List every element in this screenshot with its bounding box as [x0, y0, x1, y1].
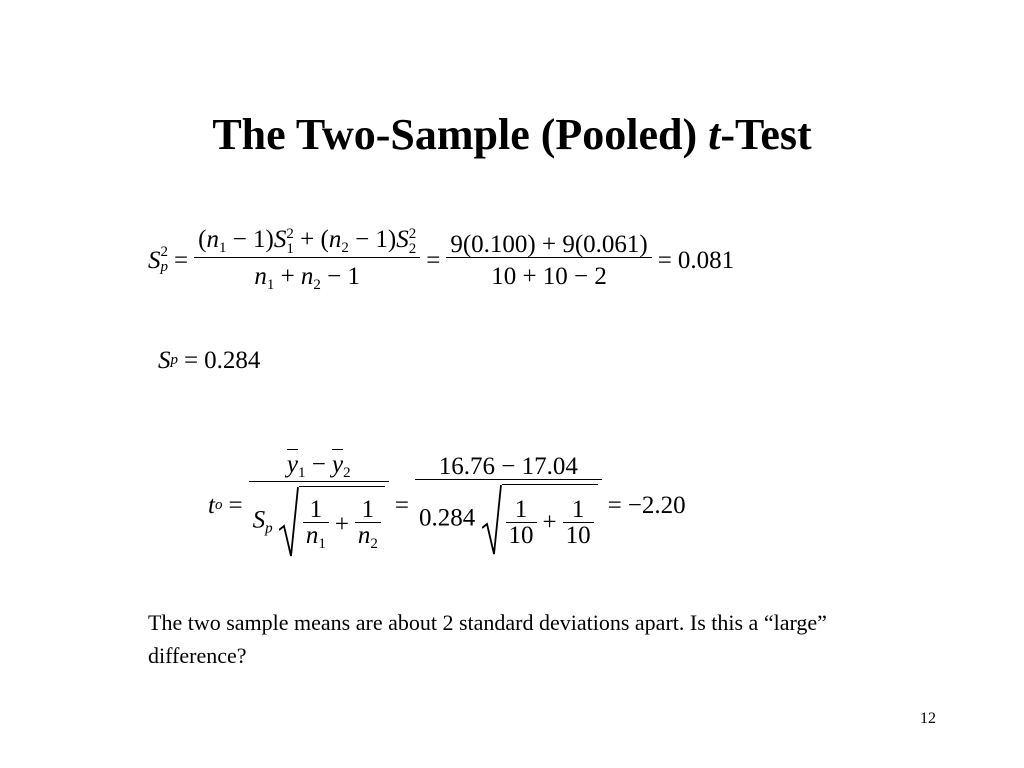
eq3-frac-1-10a — [506, 497, 537, 548]
eq1-lhs-sub: p — [160, 259, 168, 275]
eq3-ybar2: y — [332, 451, 344, 478]
t-statistic-equation — [208, 440, 686, 570]
frac-num: 1 — [571, 496, 585, 523]
eq3-denominator-1 — [249, 481, 389, 558]
n2: n — [357, 522, 371, 549]
body-text: The two sample means are about 2 standard deviations apart. Is this a “large” difference? — [148, 610, 827, 668]
n1-sub: 1 — [318, 536, 326, 552]
eq1-denominator-2: 10 + 10 − 2 — [446, 257, 651, 289]
eq3-numerator-2: 16.76 − 17.04 — [438, 453, 578, 480]
frac-num: 1 — [514, 496, 528, 523]
eq3-s-sub: p — [265, 520, 273, 537]
eq3-equals-3: = — [607, 491, 622, 519]
eq1-fraction-2 — [446, 232, 651, 289]
n2-sub: 2 — [370, 536, 378, 552]
eq3-ybar1-sub: 1 — [297, 465, 306, 481]
frac-den: 10 — [506, 522, 537, 548]
eq3-result: −2.20 — [627, 491, 686, 519]
eq1-equals-2: = — [426, 246, 441, 274]
eq1-denominator-1: $n_1 + n_2 - 1$ — [194, 257, 420, 293]
eq3-t: t — [208, 491, 215, 519]
eq3-numerator-1: $y_1 - y_2$ — [286, 451, 351, 481]
pooled-sd-equation — [158, 348, 260, 373]
eq3-equals-2: = — [394, 491, 410, 519]
eq3-s: S — [252, 506, 266, 534]
eq3-frac-1-n2 — [355, 497, 381, 552]
eq1-lhs-sup: 2 — [160, 244, 168, 260]
frac-den — [355, 522, 381, 552]
eq3-frac-1-n1 — [303, 497, 329, 552]
slide-title — [0, 108, 1024, 162]
pooled-variance-equation — [148, 212, 734, 308]
plus: + — [542, 509, 557, 536]
eq3-ybar1: y — [286, 451, 298, 478]
title-main: The Two-Sample (Pooled) — [212, 110, 709, 159]
eq1-numerator-1: $(n_1 - 1)S$ 2 1 + $(n_2 - 1)S$ 2 2 — [198, 226, 417, 257]
eq3-coef: 0.284 — [419, 504, 476, 532]
frac-num: 1 — [361, 496, 375, 523]
eq3-denominator-2 — [415, 479, 602, 556]
eq3-fraction-1 — [249, 452, 389, 558]
radical-sign-icon — [482, 484, 502, 556]
eq1-result: 0.081 — [677, 246, 735, 274]
radical-sign-icon — [279, 486, 299, 558]
eq2-s: S — [158, 347, 171, 374]
eq3-t-sub: o — [214, 496, 223, 513]
frac-den — [303, 522, 329, 552]
eq1-equals-3: = — [657, 246, 672, 274]
eq3-radicand-1 — [299, 486, 385, 558]
eq1-lhs-s: S — [148, 246, 161, 274]
eq2-equals: = — [184, 347, 199, 374]
eq1-fraction-1 — [194, 227, 420, 293]
eq3-sqrt-2 — [482, 484, 598, 556]
eq3-radicand-2 — [502, 484, 598, 556]
eq3-equals-1: = — [228, 491, 243, 519]
eq3-fraction-2 — [415, 454, 602, 556]
eq1-lhs-supsub — [161, 245, 169, 275]
page-number: 12 — [920, 710, 936, 727]
frac-num: 1 — [309, 496, 323, 523]
n1: n — [305, 522, 319, 549]
eq3-frac-1-10b — [563, 497, 594, 548]
eq1-numerator-2: 9(0.100) + 9(0.061) — [450, 230, 648, 258]
frac-den: 10 — [563, 522, 594, 548]
plus: + — [334, 511, 349, 538]
eq3-sqrt-1 — [279, 486, 385, 558]
eq2-sub: p — [170, 352, 178, 368]
title-t: t — [708, 110, 721, 159]
eq2-value: 0.284 — [204, 347, 261, 374]
title-end: -Test — [720, 110, 812, 159]
eq3-ybar2-sub: 2 — [343, 465, 351, 481]
eq1-equals-1: = — [174, 246, 189, 274]
